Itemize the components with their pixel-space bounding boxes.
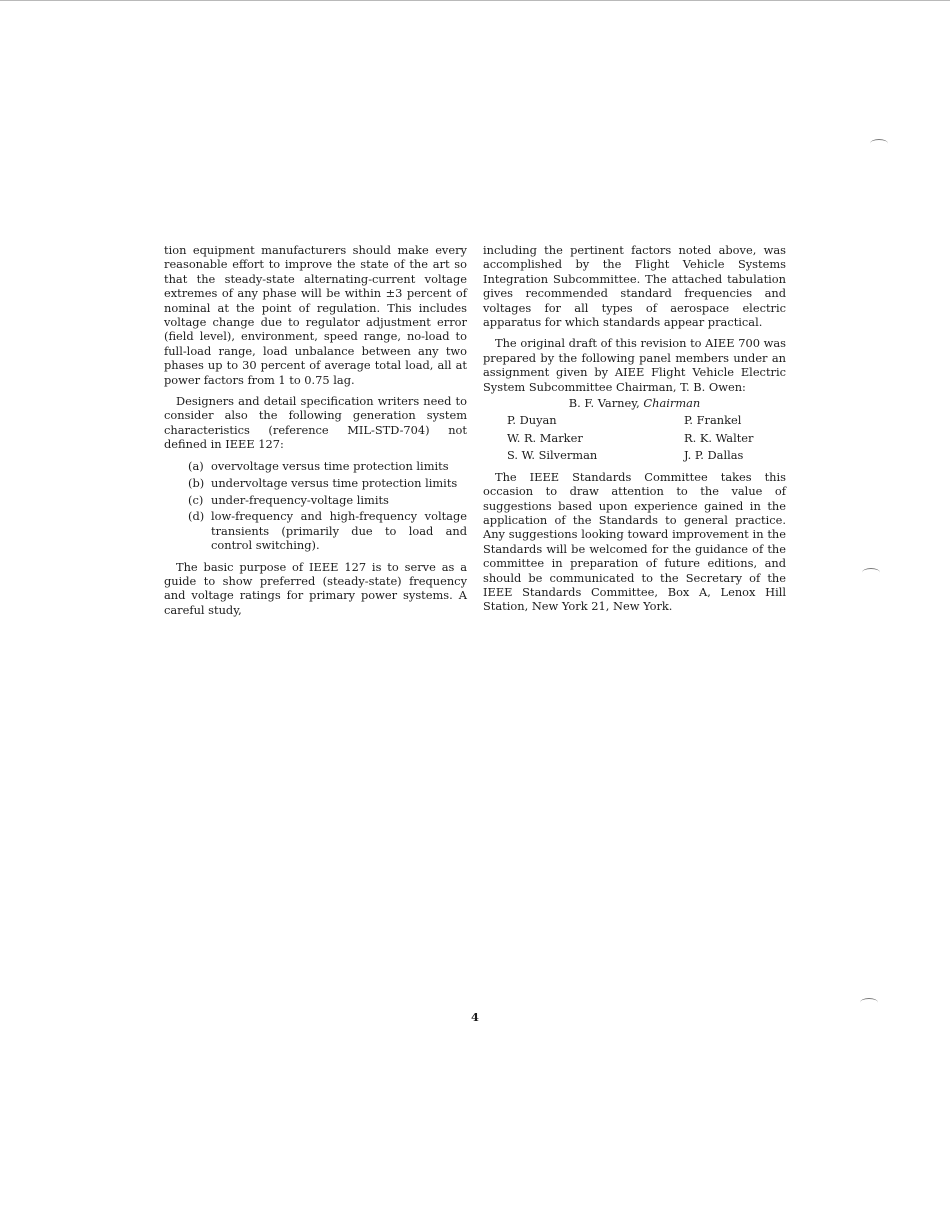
list-text: undervoltage versus time protection limits <box>211 475 458 490</box>
scan-top-edge <box>0 0 950 1</box>
body-paragraph: The original draft of this revision to AIEE 700 was prepared by the following panel members under an assignment given by AIEE Flight Vehicle Electric System Subcommittee Chairman, T. B. Owen: <box>483 336 786 394</box>
limits-list <box>164 459 467 553</box>
list-text: low-frequency and high-frequency voltage transients (primarily due to load and control switching). <box>211 509 467 553</box>
list-text: under-frequency-voltage limits <box>211 492 389 507</box>
panel-member: P. Frankel <box>684 413 742 428</box>
panel-member: W. R. Marker <box>507 430 583 445</box>
chairman-line <box>483 396 786 410</box>
panel-member: J. P. Dallas <box>684 448 744 463</box>
list-item <box>188 476 467 490</box>
member-grid <box>483 413 786 462</box>
panel-member: P. Duyan <box>507 413 557 428</box>
panel-member: R. K. Walter <box>684 430 754 445</box>
list-item <box>188 509 467 552</box>
chairman-name: B. F. Varney, <box>568 396 640 411</box>
right-column <box>483 243 786 614</box>
chairman-role: Chairman <box>643 396 701 411</box>
panel-members <box>483 396 786 463</box>
body-paragraph: The IEEE Standards Committee takes this occasion to draw attention to the value of suggestions based upon experience gained in the application of the Standards to general practice. Any suggestions looking toward improvement in the Standards will be welcomed for the guidance of the committee in preparation of future editions, and should be communicated to the Secretary of the IEEE Standards Committee, Box A, Lenox Hill Station, New York 21, New York. <box>483 469 786 614</box>
body-paragraph: Designers and detail specification writers need to consider also the following generation system characteristics (reference MIL-STD-704) not defined in IEEE 127: <box>164 394 467 452</box>
body-paragraph: The basic purpose of IEEE 127 is to serve as a guide to show preferred (steady-state) frequency and voltage ratings for primary power systems. A careful study, <box>164 559 467 617</box>
scan-mark <box>862 568 880 577</box>
list-label: (d) <box>188 509 205 524</box>
scan-mark <box>870 139 888 148</box>
list-item <box>188 493 467 507</box>
scan-mark <box>860 998 878 1007</box>
body-paragraph: tion equipment manufacturers should make every reasonable effort to improve the state of the art so that the steady-state alternating-current voltage extremes of any phase will be within ±3 percent of nominal at the point of regulation. This includes voltage change due to regulator adjustment error (field level), environment, speed range, no-load to full-load range, load unbalance between any two phases up to 30 percent of average total load, all at power factors from 1 to 0.75 lag. <box>164 243 467 387</box>
body-paragraph: including the pertinent factors noted above, was accomplished by the Flight Vehicle Systems Integration Subcommittee. The attached tabulation gives recommended standard frequencies and voltages for all types of aerospace electric apparatus for which standards appear practical. <box>483 243 786 330</box>
list-text: overvoltage versus time protection limits <box>211 458 449 473</box>
list-label: (c) <box>188 492 204 507</box>
left-column <box>164 243 467 617</box>
list-label: (b) <box>188 475 205 490</box>
panel-member: S. W. Silverman <box>507 448 598 463</box>
page-number: 4 <box>471 1010 479 1024</box>
list-item <box>188 459 467 473</box>
list-label: (a) <box>188 458 204 473</box>
